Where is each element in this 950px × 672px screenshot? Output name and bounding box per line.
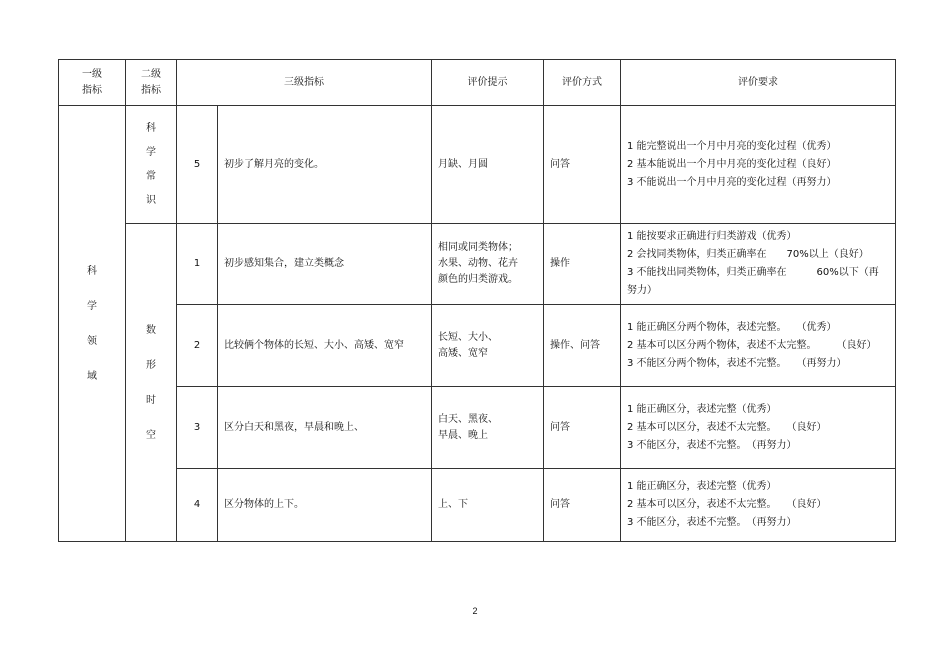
hint-line: 水果、动物、花卉 <box>438 258 518 269</box>
group-char: 学 <box>146 146 156 158</box>
row-requirements <box>621 224 896 305</box>
header-level2-line2: 指标 <box>141 84 161 96</box>
row-number: 4 <box>177 469 218 542</box>
header-row <box>59 60 896 106</box>
table-row <box>59 305 896 387</box>
header-hint: 评价提示 <box>432 60 544 106</box>
header-level2-line1: 二级 <box>141 68 161 80</box>
hint-line: 上、下 <box>438 499 468 510</box>
row-indicator: 比较俩个物体的长短、大小、高矮、宽窄 <box>218 305 432 387</box>
row-hint <box>432 469 544 542</box>
group-char: 科 <box>146 122 156 134</box>
requirement-line: 1 能正确区分，表述完整（优秀） <box>627 403 777 415</box>
requirement-line: 1 能正确区分两个物体，表述完整。 （优秀） <box>627 321 837 333</box>
domain-char: 科 <box>87 265 97 277</box>
row-method: 操作、问答 <box>544 305 621 387</box>
page-number: 2 <box>472 606 478 616</box>
header-level2 <box>126 60 177 106</box>
header-requirement: 评价要求 <box>621 60 896 106</box>
row-requirements <box>621 469 896 542</box>
requirement-line: 1 能正确区分，表述完整（优秀） <box>627 481 777 492</box>
row-requirements <box>621 387 896 469</box>
row-method: 操作 <box>544 224 621 305</box>
domain-char: 领 <box>87 335 97 347</box>
row-indicator: 初步了解月亮的变化。 <box>218 106 432 224</box>
requirement-line: 3 不能区分两个物体，表述不完整。 （再努力） <box>627 357 847 369</box>
group-char: 常 <box>146 170 156 182</box>
group-math <box>126 224 177 542</box>
row-indicator: 区分物体的上下。 <box>218 469 432 542</box>
row-hint <box>432 305 544 387</box>
requirement-line: 3 不能区分，表述不完整。 （再努力） <box>627 439 797 451</box>
group-char: 识 <box>146 194 156 206</box>
header-level1 <box>59 60 126 106</box>
row-number: 1 <box>177 224 218 305</box>
group-char: 数 <box>146 324 156 336</box>
requirement-line: 努力） <box>627 285 657 296</box>
requirement-line: 2 基本可以区分，表述不太完整。 （良好） <box>627 499 827 510</box>
requirement-line: 2 会找同类物体，归类正确率在 70%以上（良好） <box>627 249 869 260</box>
hint-line: 长短、大小、 <box>438 331 498 343</box>
domain-char: 域 <box>87 370 97 382</box>
hint-line: 相同或同类物体； <box>438 242 518 253</box>
requirement-line: 3 不能区分，表述不完整。 （再努力） <box>627 517 797 528</box>
row-indicator: 初步感知集合，建立类概念 <box>218 224 432 305</box>
hint-line: 月缺、月圆 <box>438 158 488 170</box>
domain-char: 学 <box>87 300 97 312</box>
group-char: 形 <box>146 359 156 371</box>
row-requirements <box>621 305 896 387</box>
header-method: 评价方式 <box>544 60 621 106</box>
row-requirements <box>621 106 896 224</box>
header-level1-line2: 指标 <box>82 84 102 96</box>
hint-line: 白天、黑夜、 <box>438 413 498 425</box>
row-method: 问答 <box>544 469 621 542</box>
hint-line: 颜色的归类游戏。 <box>438 274 518 285</box>
row-hint <box>432 106 544 224</box>
row-hint <box>432 387 544 469</box>
row-method: 问答 <box>544 106 621 224</box>
requirement-line: 3 不能找出同类物体，归类正确率在 60%以下（再 <box>627 267 879 278</box>
table-row <box>59 106 896 224</box>
table-row <box>59 224 896 305</box>
row-number: 5 <box>177 106 218 224</box>
hint-line: 早晨、晚上 <box>438 429 488 441</box>
row-number: 3 <box>177 387 218 469</box>
group-char: 时 <box>146 394 156 406</box>
requirement-line: 2 基本可以区分两个物体，表述不太完整。 （良好） <box>627 339 877 351</box>
requirement-line: 1 能按要求正确进行归类游戏（优秀） <box>627 231 797 242</box>
row-method: 问答 <box>544 387 621 469</box>
row-indicator: 区分白天和黑夜，早晨和晚上、 <box>218 387 432 469</box>
evaluation-table <box>58 59 896 542</box>
row-number: 2 <box>177 305 218 387</box>
hint-line: 高矮、宽窄 <box>438 347 488 359</box>
table-row <box>59 387 896 469</box>
table-row <box>59 469 896 542</box>
row-hint <box>432 224 544 305</box>
requirement-line: 3 不能说出一个月中月亮的变化过程（再努力） <box>627 176 837 188</box>
domain-label <box>59 106 126 542</box>
group-char: 空 <box>146 429 156 441</box>
group-science <box>126 106 177 224</box>
requirement-line: 2 基本可以区分，表述不太完整。 （良好） <box>627 421 827 433</box>
requirement-line: 2 基本能说出一个月中月亮的变化过程（良好） <box>627 158 837 170</box>
header-level1-line1: 一级 <box>82 68 102 80</box>
requirement-line: 1 能完整说出一个月中月亮的变化过程（优秀） <box>627 140 837 152</box>
header-level3: 三级指标 <box>177 60 432 106</box>
